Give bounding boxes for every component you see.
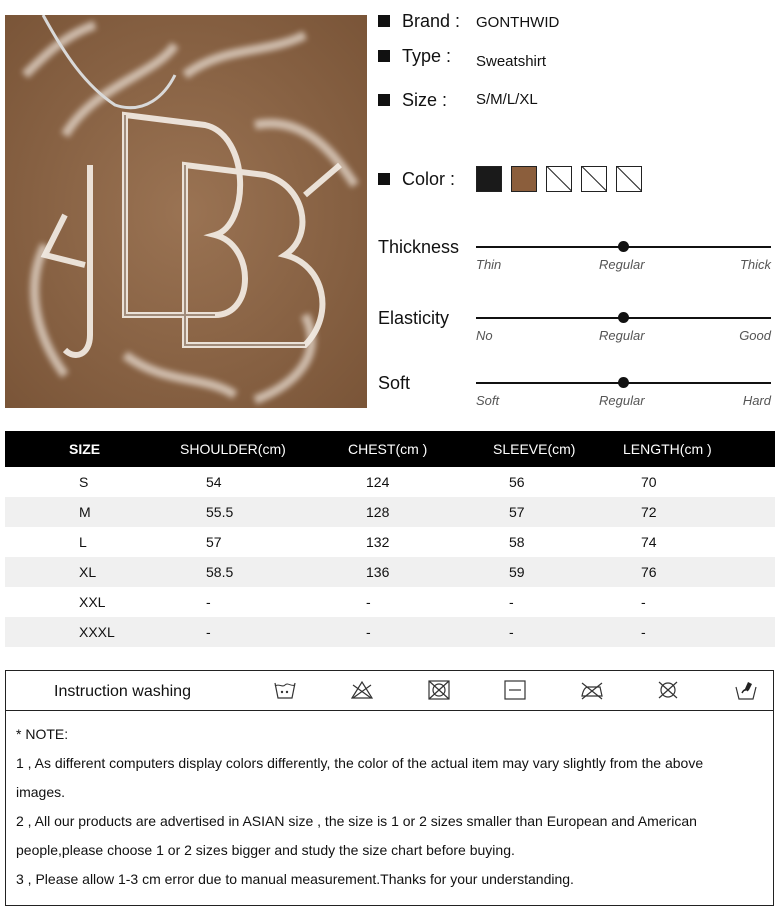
- table-cell: 124: [366, 474, 390, 490]
- header-chest: CHEST(cm ): [348, 431, 493, 467]
- product-photo: [5, 15, 367, 408]
- table-cell: M: [5, 497, 180, 527]
- scale-marker: [618, 312, 629, 323]
- table-cell: -: [623, 617, 775, 647]
- table-header-row: [5, 431, 775, 467]
- table-cell: 56: [509, 474, 525, 490]
- bullet-icon: [378, 94, 390, 106]
- color-swatch[interactable]: [546, 166, 572, 192]
- type-label: Type :: [402, 46, 452, 66]
- hand-wash-only-icon: [734, 679, 758, 701]
- header-size: SIZE: [5, 431, 180, 467]
- scale-tick-middle: Regular: [599, 393, 645, 408]
- table-cell: 128: [348, 497, 493, 527]
- hand-wash-30-icon: [273, 679, 297, 701]
- table-cell: 136: [348, 557, 493, 587]
- color-swatch[interactable]: [616, 166, 642, 192]
- table-cell: -: [641, 594, 646, 610]
- note-heading: * NOTE:: [16, 726, 69, 742]
- table-cell: XXXL: [5, 617, 180, 647]
- do-not-tumble-dry-icon: [427, 679, 451, 701]
- bullet-icon: [378, 173, 390, 185]
- scale-label: Soft: [378, 373, 411, 393]
- size-value: S/M/L/XL: [476, 91, 538, 108]
- table-cell: S: [79, 474, 89, 490]
- note-line-2: 2 , All our products are advertised in ASIAN size , the size is 1 or 2 sizes smaller than European and American: [16, 813, 697, 829]
- table-cell: XXL: [79, 594, 106, 610]
- dry-flat-icon: [503, 679, 527, 701]
- color-swatch[interactable]: [511, 166, 537, 192]
- table-cell: -: [366, 594, 371, 610]
- iron-low-icon: [580, 679, 604, 701]
- table-row: [5, 497, 775, 527]
- do-not-bleach-icon: [350, 679, 374, 701]
- table-cell: 57: [493, 497, 623, 527]
- scale-tick-right: Thick: [739, 257, 771, 272]
- scale-label: Elasticity: [378, 308, 450, 328]
- table-cell: XL: [5, 557, 180, 587]
- size-label: Size :: [402, 90, 448, 110]
- note-line-1: 1 , As different computers display colors differently, the color of the actual item may vary slightly from the above: [16, 755, 704, 771]
- brand-value: GONTHWID: [476, 14, 560, 31]
- bullet-icon: [378, 50, 390, 62]
- table-cell: -: [509, 594, 514, 610]
- scale-tick-right: Good: [739, 328, 771, 343]
- table-cell: 72: [623, 497, 775, 527]
- table-cell: 59: [493, 557, 623, 587]
- table-cell: 76: [623, 557, 775, 587]
- washing-instructions-box: [5, 670, 774, 906]
- table-row: [5, 467, 775, 497]
- brand-row: [378, 11, 460, 32]
- type-value: Sweatshirt: [476, 53, 547, 70]
- size-chart-table: [5, 431, 775, 647]
- table-cell: 132: [366, 534, 390, 550]
- table-cell: -: [206, 594, 211, 610]
- table-cell: -: [348, 617, 493, 647]
- header-length: LENGTH(cm ): [623, 431, 775, 467]
- table-cell: -: [180, 617, 348, 647]
- note-line-3: 3 , Please allow 1-3 cm error due to manual measurement.Thanks for your understanding.: [16, 871, 574, 887]
- table-row: [5, 617, 775, 647]
- table-cell: -: [493, 617, 623, 647]
- washing-title: Instruction washing: [54, 683, 191, 700]
- header-sleeve: SLEEVE(cm): [493, 431, 623, 467]
- brand-label: Brand :: [402, 11, 461, 31]
- table-cell: 74: [641, 534, 657, 550]
- scale-tick-left: Thin: [476, 257, 502, 272]
- scale-label: Thickness: [378, 237, 460, 257]
- note-line-1b: images.: [16, 784, 66, 800]
- table-cell: 70: [641, 474, 657, 490]
- table-cell: 58.5: [180, 557, 348, 587]
- size-row: [378, 90, 447, 111]
- table-row: [5, 527, 775, 557]
- table-cell: L: [79, 534, 87, 550]
- note-line-2b: people,please choose 1 or 2 sizes bigger and study the size chart before buying.: [16, 842, 515, 858]
- scale-tick-left: No: [476, 328, 493, 343]
- color-label: Color :: [402, 169, 456, 189]
- table-cell: 54: [206, 474, 222, 490]
- table-row: [5, 557, 775, 587]
- table-row: [5, 587, 775, 617]
- washing-header: [6, 671, 773, 711]
- color-swatch[interactable]: [476, 166, 502, 192]
- table-cell: 57: [206, 534, 222, 550]
- scale-tick-left: Soft: [476, 393, 500, 408]
- scale-tick-middle: Regular: [599, 328, 645, 343]
- table-cell: 55.5: [180, 497, 348, 527]
- header-shoulder: SHOULDER(cm): [180, 431, 348, 467]
- do-not-dry-clean-icon: [656, 679, 680, 701]
- type-row: [378, 46, 451, 67]
- scale-marker: [618, 377, 629, 388]
- color-row: [378, 169, 455, 190]
- color-swatch[interactable]: [581, 166, 607, 192]
- table-cell: 58: [509, 534, 525, 550]
- scale-marker: [618, 241, 629, 252]
- scale-tick-right: Hard: [742, 393, 771, 408]
- scale-tick-middle: Regular: [599, 257, 645, 272]
- bullet-icon: [378, 15, 390, 27]
